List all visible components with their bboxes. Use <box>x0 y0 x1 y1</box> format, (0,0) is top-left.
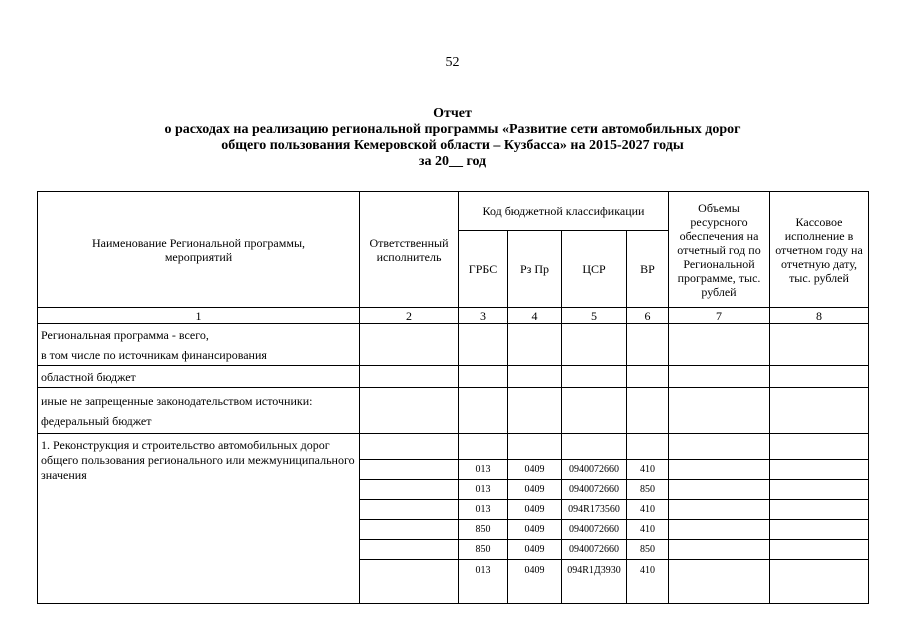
grbs-cell: 850 <box>459 540 508 560</box>
report-table <box>37 191 869 604</box>
empty-cell <box>360 520 459 540</box>
empty-cell <box>669 520 770 540</box>
empty-cell <box>627 434 669 460</box>
header-vr: ВР <box>627 231 669 308</box>
empty-cell <box>770 324 869 366</box>
empty-cell <box>508 324 562 366</box>
column-number: 1 <box>38 308 360 324</box>
empty-cell <box>360 434 459 460</box>
empty-cell <box>669 324 770 366</box>
empty-cell <box>562 324 627 366</box>
csr-cell: 0940072660 <box>562 520 627 540</box>
vr-cell: 850 <box>627 540 669 560</box>
csr-cell: 0940072660 <box>562 460 627 480</box>
empty-cell <box>669 560 770 604</box>
column-number: 6 <box>627 308 669 324</box>
empty-cell <box>459 366 508 388</box>
column-number: 2 <box>360 308 459 324</box>
grbs-cell: 013 <box>459 560 508 604</box>
title-line-2: о расходах на реализацию региональной программы «Развитие сети автомобильных дорог <box>164 122 741 137</box>
header-budget-code: Код бюджетной классификации <box>459 192 669 231</box>
empty-cell <box>360 560 459 604</box>
row-label-other-sources <box>38 388 360 434</box>
header-name: Наименование Региональной программы, мероприятий <box>38 192 360 308</box>
empty-cell <box>562 434 627 460</box>
empty-cell <box>669 480 770 500</box>
column-number: 4 <box>508 308 562 324</box>
csr-cell: 0940072660 <box>562 540 627 560</box>
empty-cell <box>770 460 869 480</box>
column-number: 8 <box>770 308 869 324</box>
empty-cell <box>669 540 770 560</box>
row-label-line: Региональная программа - всего, <box>41 327 209 342</box>
header-rzpr: Рз Пр <box>508 231 562 308</box>
rzpr-cell: 0409 <box>508 560 562 604</box>
empty-cell <box>770 520 869 540</box>
empty-cell <box>669 388 770 434</box>
empty-cell <box>627 388 669 434</box>
empty-cell <box>770 434 869 460</box>
vr-cell: 410 <box>627 560 669 604</box>
vr-cell: 410 <box>627 460 669 480</box>
empty-cell <box>508 434 562 460</box>
row-label-line: в том числе по источникам финансирования <box>41 347 267 362</box>
empty-cell <box>770 540 869 560</box>
table-row-regional-budget <box>38 366 869 388</box>
header-volumes: Объемы ресурсного обеспечения на отчетный год по Региональной программе, тыс. рублей <box>669 192 770 308</box>
rzpr-cell: 0409 <box>508 500 562 520</box>
empty-cell <box>360 366 459 388</box>
grbs-cell: 013 <box>459 480 508 500</box>
header-grbs: ГРБС <box>459 231 508 308</box>
header-row <box>38 192 869 231</box>
empty-cell <box>669 434 770 460</box>
vr-cell: 410 <box>627 500 669 520</box>
column-number: 3 <box>459 308 508 324</box>
rzpr-cell: 0409 <box>508 540 562 560</box>
column-number-row <box>38 308 869 324</box>
row-label-line: иные не запрещенные законодательством источники: <box>41 393 313 408</box>
empty-cell <box>770 500 869 520</box>
empty-cell <box>770 560 869 604</box>
empty-cell <box>360 324 459 366</box>
empty-cell <box>360 500 459 520</box>
grbs-cell: 850 <box>459 520 508 540</box>
empty-cell <box>360 388 459 434</box>
rzpr-cell: 0409 <box>508 520 562 540</box>
empty-cell <box>770 480 869 500</box>
title-line-4: за 20__ год <box>418 154 487 169</box>
empty-cell <box>360 460 459 480</box>
empty-cell <box>627 324 669 366</box>
empty-cell <box>627 366 669 388</box>
empty-cell <box>459 324 508 366</box>
empty-cell <box>508 366 562 388</box>
grbs-cell: 013 <box>459 500 508 520</box>
row-label-total <box>38 324 360 366</box>
vr-cell: 410 <box>627 520 669 540</box>
empty-cell <box>669 366 770 388</box>
column-number: 7 <box>669 308 770 324</box>
empty-cell <box>360 480 459 500</box>
csr-cell: 0940072660 <box>562 480 627 500</box>
vr-cell: 850 <box>627 480 669 500</box>
empty-cell <box>562 366 627 388</box>
empty-cell <box>770 366 869 388</box>
header-executor: Ответственный исполнитель <box>360 192 459 308</box>
empty-cell <box>360 540 459 560</box>
empty-cell <box>508 388 562 434</box>
row-label-regional-budget: областной бюджет <box>38 366 360 388</box>
column-number: 5 <box>562 308 627 324</box>
csr-cell: 094R1Д3930 <box>562 560 627 604</box>
row-label-line: федеральный бюджет <box>41 413 152 428</box>
page-number: 52 <box>445 55 460 70</box>
table-row-item1-header <box>38 434 869 460</box>
rzpr-cell: 0409 <box>508 480 562 500</box>
header-csr: ЦСР <box>562 231 627 308</box>
empty-cell <box>562 388 627 434</box>
grbs-cell: 013 <box>459 460 508 480</box>
header-cash: Кассовое исполнение в отчетном году на отчетную дату, тыс. рублей <box>770 192 869 308</box>
empty-cell <box>669 460 770 480</box>
rzpr-cell: 0409 <box>508 460 562 480</box>
table-row-other-sources <box>38 388 869 434</box>
table-row-total <box>38 324 869 366</box>
title-line-3: общего пользования Кемеровской области – Кузбасса» на 2015-2027 годы <box>221 138 684 153</box>
empty-cell <box>770 388 869 434</box>
empty-cell <box>669 500 770 520</box>
report-title <box>0 106 905 170</box>
csr-cell: 094R173560 <box>562 500 627 520</box>
empty-cell <box>459 388 508 434</box>
title-line-1: Отчет <box>433 106 472 121</box>
empty-cell <box>459 434 508 460</box>
row-label-item1: 1. Реконструкция и строительство автомобильных дорог общего пользования регионального или межмуниципального значения <box>38 434 360 604</box>
